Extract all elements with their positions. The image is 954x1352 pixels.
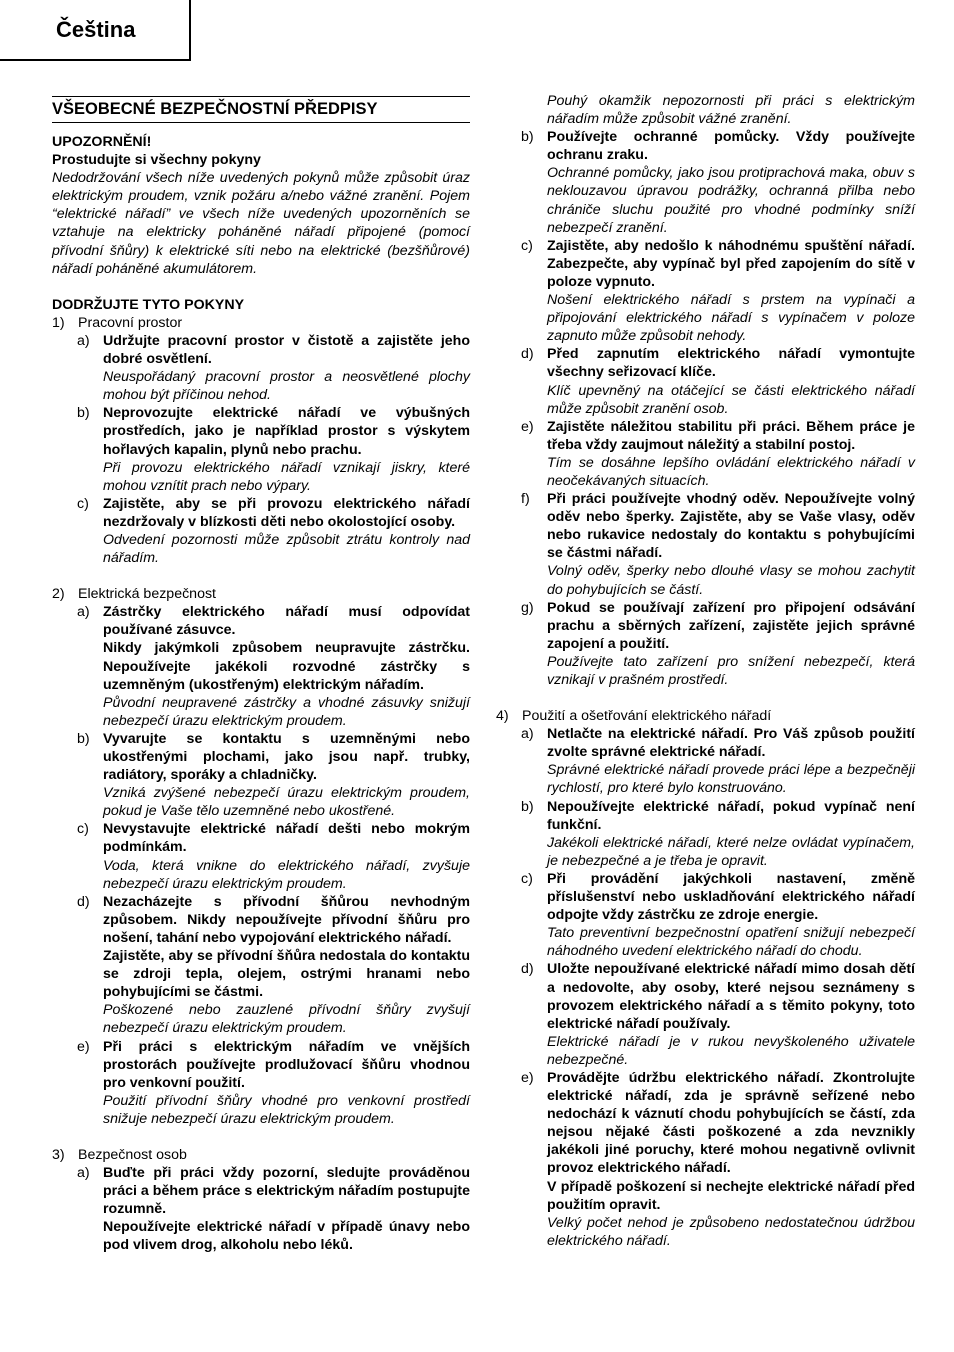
list-item: b) Používejte ochranné pomůcky. Vždy používejte ochranu zraku. Ochranné pomůcky, jako jsou protiprachová maka, obuv s neklouzavou úpravou podrážky, ochranná přilba nebo chrániče sluchu použité pro vhodné podmínky sníží nebezpečí zranění. [521, 129, 915, 236]
list-item: c) Zajistěte, aby nedošlo k náhodnému spuštění nářadí. Zabezpečte, aby vypínač byl před zapojením do sítě v poloze vypnuto. Nošení elektrického nářadí s prstem na vypínači a připojování elektrického nářadí s vypínačem v poloze zapnuto může způsobit nehody. [521, 237, 915, 345]
list-item: a) Udržujte pracovní prostor v čistotě a zajistěte jeho dobré osvětlení. Neuspořádaný pracovní prostor a neosvětlené plochy mohou být příčinou nehod. [77, 332, 470, 404]
list-item: d) Nezacházejte s přívodní šňůrou nevhodným způsobem. Nikdy nepoužívejte přívodní šňůru pro nošení, tahání nebo vypojování elektrického nářadí. Zajistěte, aby se přívodní šňůra nedostala do kontaktu se zdroji tepla, olejem, ostrými hranami nebo pohybujícími se částmi. Poškozené nebo zauzlené přívodní šňůry zvyšují nebezpečí úrazu elektrickým proudem. [77, 893, 470, 1037]
warning-label: UPOZORNĚNÍ! [52, 134, 152, 150]
list-item: c) Při provádění jakýchkoli nastavení, změně příslušenství nebo uskladňování elektrického nářadí odpojte vždy zástrčku ze zdroje energie. Tato preventivní bezpečnostní opatření snižují nebezpečí náhodného uvedení elektrického nářadí do chodu. [521, 870, 915, 960]
warning-heading: Prostudujte si všechny pokyny [52, 152, 261, 169]
list-item: a) Zástrčky elektrického nářadí musí odpovídat používané zásuvce. Nikdy jakýmkoli způsobem neupravujte zástrčku. Nepoužívejte jakékoli rozvodné zástrčky s uzemněným (ukostřeným) elektrickým nářadím. Původní neupravené zástrčky a vhodné zásuvky snižují nebezpečí úrazu elektrickým proudem. [77, 604, 470, 729]
list-item: b) Neprovozujte elektrické nářadí ve výbušných prostředích, jako je například prostor s výskytem hořlavých kapalin, plynů nebo prachu. Při provozu elektrického nářadí vznikají jiskry, které mohou vznítit prach nebo výpary. [77, 405, 470, 494]
subsection-heading: 4) Použití a ošetřování elektrického nářadí [496, 708, 772, 725]
right-column [496, 92, 915, 1250]
language-tab [0, 0, 191, 61]
list-item: d) Uložte nepoužívané elektrické nářadí mimo dosah dětí a nedovolte, aby osoby, které nejsou seznámeny s provozem elektrického nářadí a s těmito pokyny, toto elektrické nářadí používaly. Elektrické nářadí je v rukou nevyškoleného uživatele nebezpečné. [521, 961, 915, 1068]
list-item: a) Netlačte na elektrické nářadí. Pro Váš způsob použití zvolte správné elektrické nářadí. Správné elektrické nářadí provede práci lépe a bezpečněji rychlostí, pro které bylo konstruováno. [521, 726, 915, 797]
subsection-heading: 2) Elektrická bezpečnost [52, 586, 217, 603]
list-item: e) Zajistěte náležitou stabilitu při práci. Během práce je třeba vždy zaujmout náležitý a stabilní postoj. Tím se dosáhne lepšího ovládání elektrického nářadí v neočekávaných situacích. [521, 418, 915, 489]
language-label: Čeština [56, 17, 136, 42]
subsection-heading: 1) Pracovní prostor [52, 314, 183, 331]
list-item: a) Buďte při práci vždy pozorní, sledujte prováděnou práci a během práce s elektrickým nářadím postupujte rozumně. Nepoužívejte elektrické nářadí v případě únavy nebo pod vlivem drog, alkoholu nebo léků. [77, 1165, 470, 1254]
keep-heading: DODRŽUJTE TYTO POKYNY [52, 296, 245, 313]
list-item: e) Provádějte údržbu elektrického nářadí. Zkontrolujte elektrické nářadí, zda je správně seřízené nebo nedochází k váznutí chodu pohybujících se částí, zda nejsou nějaké části poškozené a zda nevznikly jakékoli jiné poruchy, které mohou negativně ovlivnit provoz elektrického nářadí. V případě poškození si nechejte elektrické nářadí před použitím opravit. Velký počet nehod je způsobeno nedostatečnou údržbou elektrického nářadí. [521, 1069, 915, 1249]
subsection-heading: 3) Bezpečnost osob [52, 1146, 187, 1163]
list-item: b) Vyvarujte se kontaktu s uzemněnými nebo ukostřenými plochami, jako jsou např. trubky, radiátory, sporáky a chladničky. Vzniká zvýšené nebezpečí úrazu elektrickým proudem, pokud je Vaše tělo uzemněné nebo ukostřené. [77, 730, 470, 820]
warning-text: Nedodržování všech níže uvedených pokynů může způsobit úraz elektrickým proudem, vznik požáru a/nebo vážné zranění. Pojem “elektrické nářadí” ve všech níže uvedených upozorněních se vztahuje na elektricky poháněné nářadí připojené (pomocí přívodní šňůry) k elektrické síti nebo na elektrické (bezšňůrové) nářadí poháněné akumulátorem. [52, 170, 470, 277]
continued-text: Pouhý okamžik nepozornosti při práci s elektrickým nářadím může způsobit vážné zranění. [547, 93, 915, 128]
list-item: d) Před zapnutím elektrického nářadí vymontujte všechny seřizovací klíče. Klíč upevněný na otáčející se části elektrického nářadí může způsobit zranění osob. [521, 346, 915, 417]
list-item: e) Při práci s elektrickým nářadím ve vnějších prostorách používejte prodlužovací šňůru vhodnou pro venkovní použití. Použití přívodní šňůry vhodné pro venkovní prostředí snižuje nebezpečí úrazu elektrickým proudem. [77, 1038, 470, 1127]
list-item: c) Nevystavujte elektrické nářadí dešti nebo mokrým podmínkám. Voda, která vnikne do elektrického nářadí, zvyšuje nebezpečí úrazu elektrickým proudem. [77, 821, 470, 892]
list-item: f) Při práci používejte vhodný oděv. Nepoužívejte volný oděv nebo šperky. Zajistěte, aby se Vaše vlasy, oděv nebo rukavice nedostaly do kontaktu s pohybujícími se částmi nářadí. Volný oděv, šperky nebo dlouhé vlasy se mohou zachytit do pohybujících se částí. [521, 491, 915, 598]
list-item: c) Zajistěte, aby se při provozu elektrického nářadí nezdržovaly v blízkosti děti nebo okolostojící osoby. Odvedení pozornosti může způsobit ztrátu kontroly nad nářadím. [77, 495, 470, 567]
list-item: b) Nepoužívejte elektrické nářadí, pokud vypínač není funkční. Jakékoli elektrické nářadí, které nelze ovládat vypínačem, je nebezpečné a je třeba je opravit. [521, 798, 915, 869]
section-title: VŠEOBECNÉ BEZPEČNOSTNÍ PŘEDPISY [52, 96, 470, 123]
left-column [52, 92, 470, 1255]
list-item: g) Pokud se používají zařízení pro připojení odsávání prachu a sběrných zařízení, zajistěte jejich správné zapojení a použití. Používejte tato zařízení pro snížení nebezpečí, která vznikají v prašném prostředí. [521, 599, 915, 688]
